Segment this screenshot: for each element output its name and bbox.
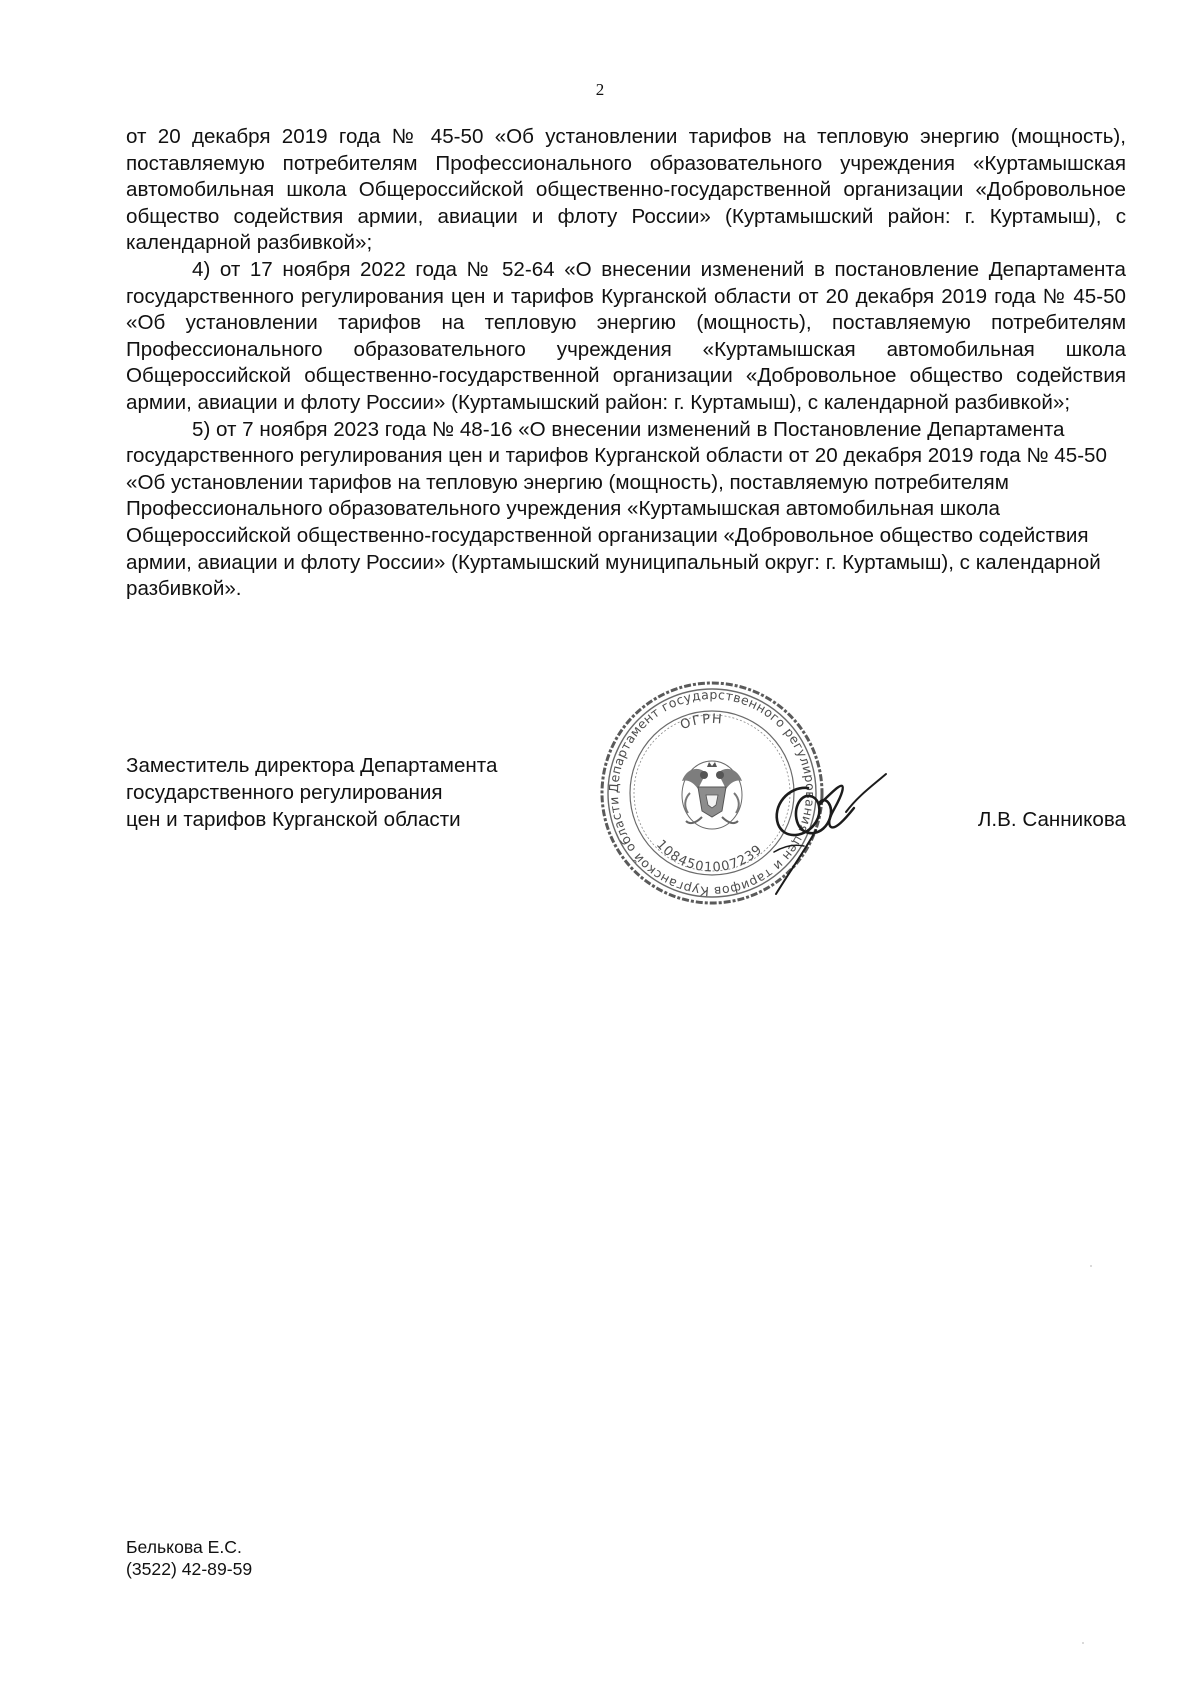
seal-outer-text: Департамент государственного регулирования цен и тарифов Курганской области [605,686,819,900]
signatory-position-line: Заместитель директора Департамента [126,754,498,777]
signatory-position-line: государственного регулирования [126,781,443,804]
scan-artifact [1082,1642,1084,1644]
page-number: 2 [595,80,605,99]
coat-of-arms-icon [682,761,742,829]
paragraph-item-5: 5) от 7 ноября 2023 года № 48-16 «О внесении изменений в Постановление Департамента государственного регулирования цен и тарифов Курганской области от 20 декабря 2019 года № 45-50 «Об установлении тарифов на тепловую энергию (мощность), поставляемую потребителям Профессионального образовательного учреждения «Куртамышская автомобильная школа Общероссийской общественно-государственной организации «Добровольное общество содействия армии, авиации и флоту России» (Куртамышский муниципальный округ: г. Куртамыш), с календарной разбивкой». [126,417,1107,601]
executor-info [126,1536,426,1580]
signatory-position-line: цен и тарифов Курганской области [126,808,461,831]
paragraph-continuation: от 20 декабря 2019 года № 45-50 «Об установлении тарифов на тепловую энергию (мощность), поставляемую потребителям Профессионального образовательного учреждения «Куртамышская автомобильная школа Общероссийской общественно-государственной организации «Добровольное общество содействия армии, авиации и флоту России» (Куртамышский район: г. Куртамыш), с календарной разбивкой»; [126,125,1126,255]
seal-inner-text: ОГРН [678,711,724,734]
signatory-position [126,752,596,833]
svg-text:1084501007239 [653,837,766,875]
paragraph-item-4: 4) от 17 ноября 2022 года № 52-64 «О внесении изменений в постановление Департамента государственного регулирования цен и тарифов Курганской области от 20 декабря 2019 года № 45-50 «Об установлении тарифов на тепловую энергию (мощность), поставляемую потребителям Профессионального образовательного учреждения «Куртамышская автомобильная школа Общероссийской общественно-государственной организации «Добровольное общество содействия армии, авиации и флоту России» (Куртамышский район: г. Куртамыш), с календарной разбивкой»; [126,257,1126,414]
seal-number-text: 1084501007239 [652,837,766,876]
executor-phone: (3522) 42-89-59 [126,1559,253,1579]
scan-artifact [1090,1265,1092,1267]
document-body [126,124,1126,603]
executor-name: Белькова Е.С. [126,1537,242,1557]
signatory-name: Л.В. Санникова [977,808,1126,831]
handwritten-signature-icon [750,752,890,902]
